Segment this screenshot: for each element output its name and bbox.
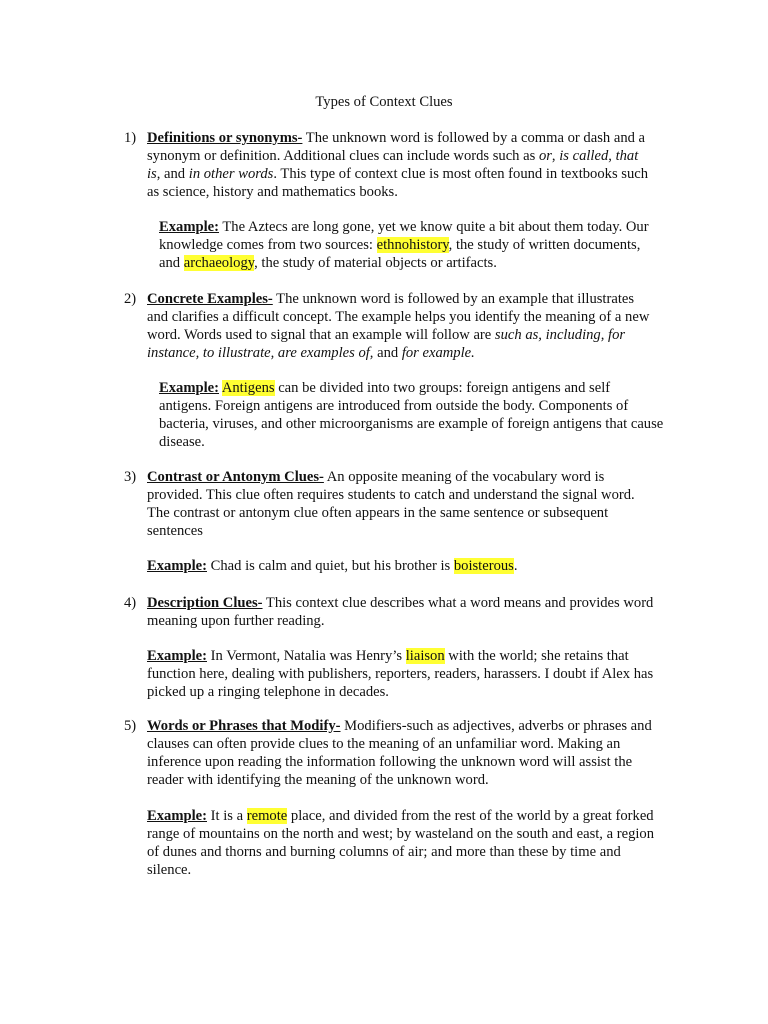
highlighted-word: ethnohistory — [376, 237, 449, 253]
highlighted-word: archaeology — [183, 255, 255, 271]
list-number: 3) — [124, 469, 137, 485]
clue-example: Example: The Aztecs are long gone, yet we know quite a bit about them today. Our knowledge comes from two sources: ethnohistory, the study of written documents, and archaeology, the study of material objects or artifacts. — [159, 219, 649, 271]
example-label: Example: — [147, 808, 207, 824]
highlighted-word: boisterous — [453, 558, 514, 574]
clue-description: Description Clues- This context clue describes what a word means and provides word meaning upon further reading. — [147, 595, 654, 629]
clue-example: Example: Antigens can be divided into two groups: foreign antigens and self antigens. Foreign antigens are introduced from outside the body. Components of bacteria, viruses, and other microorganisms are example of foreign antigens that cause disease. — [159, 380, 664, 450]
list-number: 2) — [124, 291, 137, 307]
highlighted-word: Antigens — [221, 380, 275, 396]
example-label: Example: — [147, 648, 207, 664]
document-title: Types of Context Clues — [315, 94, 453, 110]
clue-description: Contrast or Antonym Clues- An opposite meaning of the vocabulary word is provided. This clue often requires students to catch and understand the signal word. The contrast or antonym clue often appears in the same sentence or subsequent sentences — [147, 469, 635, 539]
clue-term: Contrast or Antonym Clues- — [147, 469, 324, 485]
example-label: Example: — [159, 219, 219, 235]
clue-description: Words or Phrases that Modify- Modifiers-such as adjectives, adverbs or phrases and clauses can often provide clues to the meaning of an unfamiliar word. Making an inference upon reading the information following the unknown word will assist the reader with identifying the meaning of the unknown word. — [147, 718, 652, 788]
clue-example: Example: In Vermont, Natalia was Henry’s liaison with the world; she retains that function here, dealing with publishers, reporters, readers, harassers. I doubt if Alex has picked up a ringing telephone in decades. — [147, 648, 654, 700]
clue-term: Definitions or synonyms- — [147, 130, 303, 146]
clue-description: Concrete Examples- The unknown word is followed by an example that illustrates and clarifies a difficult concept. The example helps you identify the meaning of a new word. Words used to signal that an example will follow are such as, including, for instance, to illustrate, are examples of, and for example. — [147, 291, 650, 361]
clue-term: Description Clues- — [147, 595, 263, 611]
clue-description: Definitions or synonyms- The unknown word is followed by a comma or dash and a synonym or definition. Additional clues can include words such as or, is called, that is, and in other words. This type of context clue is most often found in textbooks such as science, history and mathematics books. — [147, 130, 649, 200]
clue-example: Example: Chad is calm and quiet, but his brother is boisterous. — [147, 558, 518, 574]
clue-example: Example: It is a remote place, and divided from the rest of the world by a great forked range of mountains on the north and west; by wasteland on the south and east, a region of dunes and thorns and burning columns of air; and more than these by time and silence. — [147, 808, 655, 878]
example-label: Example: — [159, 380, 219, 396]
clue-term: Concrete Examples- — [147, 291, 273, 307]
list-number: 1) — [124, 130, 137, 146]
highlighted-word: remote — [246, 808, 288, 824]
highlighted-word: liaison — [405, 648, 445, 664]
example-label: Example: — [147, 558, 207, 574]
clue-term: Words or Phrases that Modify- — [147, 718, 341, 734]
list-number: 4) — [124, 595, 137, 611]
list-number: 5) — [124, 718, 137, 734]
